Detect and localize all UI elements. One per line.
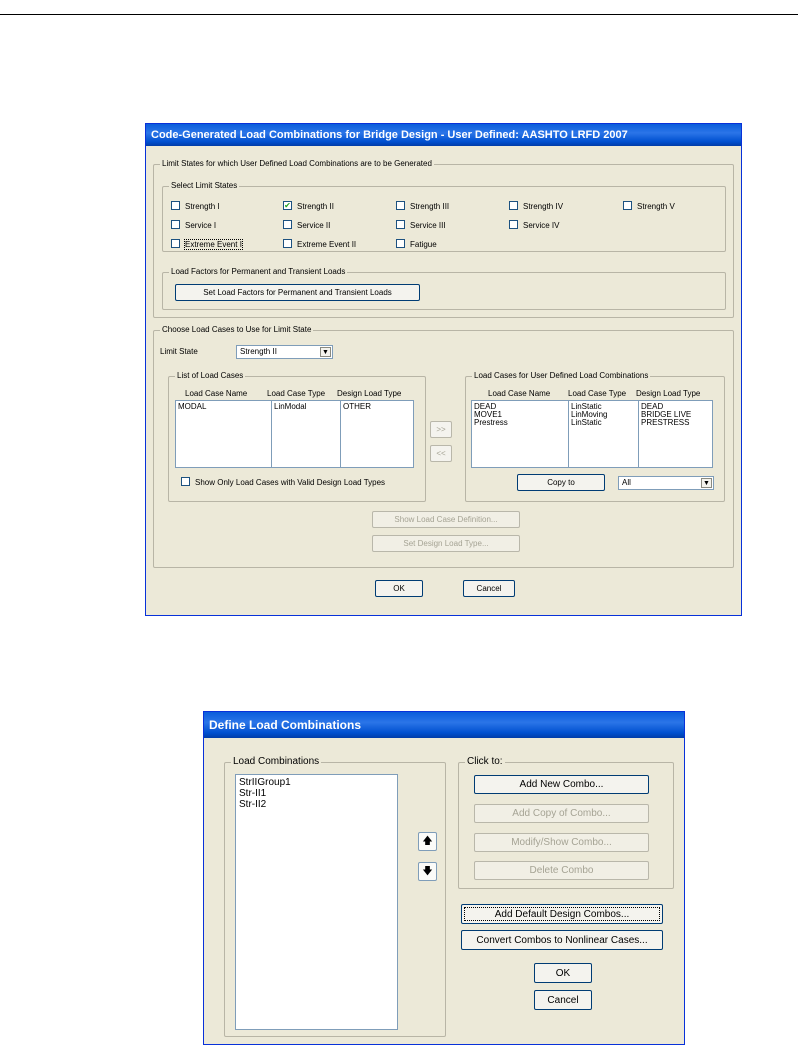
show-only-valid-label: Show Only Load Cases with Valid Design Load Types (195, 478, 386, 487)
list-of-load-cases-label: List of Load Cases (177, 371, 244, 380)
limit-state-checkbox[interactable] (171, 239, 242, 251)
limit-state-checkbox[interactable] (171, 201, 220, 213)
table-cell: PRESTRESS (641, 418, 690, 427)
ok-button[interactable]: OK (375, 580, 423, 597)
limit-state-checkbox[interactable] (171, 220, 216, 232)
show-load-case-definition-button[interactable]: Show Load Case Definition... (372, 511, 520, 528)
limit-state-checkbox[interactable] (509, 201, 563, 213)
dropdown-arrow-icon[interactable]: ▼ (320, 347, 331, 357)
limit-state-checkbox[interactable] (623, 201, 675, 213)
limit-state-value: Strength II (240, 347, 277, 356)
limit-state-label: Fatigue (410, 240, 437, 249)
checkbox-icon[interactable] (509, 201, 518, 210)
limit-state-label: Extreme Event II (297, 240, 357, 249)
copy-to-value: All (622, 478, 631, 487)
dialog-title: Code-Generated Load Combinations for Bridge Design - User Defined: AASHTO LRFD 2007 (146, 124, 741, 146)
table-cell: Prestress (474, 418, 508, 427)
select-limit-states-label: Select Limit States (171, 181, 238, 190)
limit-state-checkbox[interactable] (396, 239, 437, 251)
load-factors-group-label: Load Factors for Permanent and Transient Loads (171, 267, 346, 276)
limit-state-label: Strength III (410, 202, 450, 211)
limit-state-label: Service I (185, 221, 217, 230)
checkbox-icon[interactable] (283, 220, 292, 229)
user-header-name: Load Case Name (488, 389, 551, 398)
checkbox-icon[interactable] (171, 220, 180, 229)
move-down-arrow-icon[interactable]: 🡇 (418, 862, 437, 881)
limit-state-label: Strength I (185, 202, 220, 211)
limit-state-label: Service III (410, 221, 446, 230)
remove-from-list-button[interactable]: << (430, 445, 452, 462)
ok-button[interactable]: OK (534, 963, 592, 983)
choose-load-cases-label: Choose Load Cases to Use for Limit State (162, 325, 312, 334)
cancel-button[interactable]: Cancel (534, 990, 592, 1010)
limit-state-checkbox[interactable] (509, 220, 559, 232)
user-header-design: Design Load Type (636, 389, 701, 398)
user-defined-load-cases-group (465, 371, 725, 502)
checkbox-icon[interactable] (283, 239, 292, 248)
table-cell: LinStatic (571, 402, 602, 411)
click-to-group (458, 756, 674, 889)
copy-to-select[interactable] (618, 476, 714, 490)
list-header-design: Design Load Type (337, 389, 402, 398)
set-load-factors-button[interactable]: Set Load Factors for Permanent and Transient Loads (175, 284, 420, 301)
table-cell: DEAD (641, 402, 664, 411)
copy-to-button[interactable]: Copy to (517, 474, 605, 491)
cancel-button[interactable]: Cancel (463, 580, 515, 597)
checkbox-icon[interactable] (509, 220, 518, 229)
table-cell: LinMoving (571, 410, 608, 419)
list-header-type: Load Case Type (267, 389, 326, 398)
checkbox-icon[interactable] (171, 239, 180, 248)
move-up-arrow-icon[interactable]: 🡅 (418, 832, 437, 851)
limit-state-checkbox[interactable] (283, 220, 330, 232)
user-header-type: Load Case Type (568, 389, 627, 398)
table-cell: DEAD (474, 402, 497, 411)
checkbox-icon[interactable] (181, 477, 190, 486)
limit-state-checkbox[interactable] (396, 201, 449, 213)
list-of-load-cases-group (168, 371, 426, 502)
limit-state-label: Strength IV (523, 202, 564, 211)
choose-load-cases-group (153, 325, 734, 568)
limit-state-label: Strength II (297, 202, 334, 211)
bridge-load-combinations-dialog (145, 123, 742, 616)
list-item[interactable]: Str-II2 (239, 799, 267, 810)
limit-state-checkbox[interactable] (283, 239, 356, 251)
list-item[interactable]: Str-II1 (239, 788, 267, 799)
limit-state-label: Limit State (160, 347, 198, 356)
user-load-cases-list[interactable] (471, 400, 713, 468)
dialog-title: Define Load Combinations (204, 712, 684, 738)
limit-state-checkbox[interactable] (283, 201, 334, 213)
table-cell: MODAL (178, 402, 207, 411)
table-cell: BRIDGE LIVE (641, 410, 692, 419)
table-cell: LinModal (274, 402, 307, 411)
add-new-combo-button[interactable]: Add New Combo... (474, 775, 649, 794)
load-cases-list[interactable] (175, 400, 414, 468)
add-default-design-combos-button[interactable]: Add Default Design Combos... (461, 904, 663, 924)
list-item[interactable]: StrIIGroup1 (239, 777, 291, 788)
modify-show-combo-button[interactable]: Modify/Show Combo... (474, 833, 649, 852)
checkbox-icon[interactable] (623, 201, 632, 210)
limit-state-label: Service IV (523, 221, 560, 230)
limit-state-label: Strength V (637, 202, 675, 211)
click-to-label: Click to: (467, 756, 503, 767)
checkmark-icon[interactable]: ✔ (284, 201, 291, 211)
show-only-valid-checkbox[interactable] (181, 477, 385, 489)
load-factors-group (162, 267, 726, 310)
limit-state-label: Service II (297, 221, 331, 230)
load-combinations-group (224, 756, 446, 1037)
limit-state-checkbox[interactable] (396, 220, 446, 232)
limit-state-label: Extreme Event I (185, 240, 242, 249)
limit-state-select[interactable] (236, 345, 333, 359)
add-copy-of-combo-button[interactable]: Add Copy of Combo... (474, 804, 649, 823)
user-defined-load-cases-label: Load Cases for User Defined Load Combinations (474, 371, 649, 380)
convert-combos-button[interactable]: Convert Combos to Nonlinear Cases... (461, 930, 663, 950)
set-design-load-type-button[interactable]: Set Design Load Type... (372, 535, 520, 552)
table-cell: OTHER (343, 402, 371, 411)
page-top-rule (0, 14, 798, 15)
limit-states-group-label: Limit States for which User Defined Load Combinations are to be Generated (162, 159, 432, 168)
dropdown-arrow-icon[interactable]: ▼ (701, 478, 712, 488)
select-limit-states-group (162, 181, 726, 252)
checkbox-icon[interactable] (396, 201, 405, 210)
limit-states-group (153, 159, 734, 318)
checkbox-icon[interactable] (396, 220, 405, 229)
load-combinations-label: Load Combinations (233, 756, 320, 767)
delete-combo-button[interactable]: Delete Combo (474, 861, 649, 880)
table-cell: MOVE1 (474, 410, 503, 419)
load-combinations-list[interactable] (235, 774, 398, 1030)
table-cell: LinStatic (571, 418, 602, 427)
checkbox-icon[interactable] (396, 239, 405, 248)
add-to-list-button[interactable]: >> (430, 421, 452, 438)
list-header-name: Load Case Name (185, 389, 248, 398)
define-load-combinations-dialog (203, 711, 685, 1045)
checkbox-icon[interactable] (171, 201, 180, 210)
